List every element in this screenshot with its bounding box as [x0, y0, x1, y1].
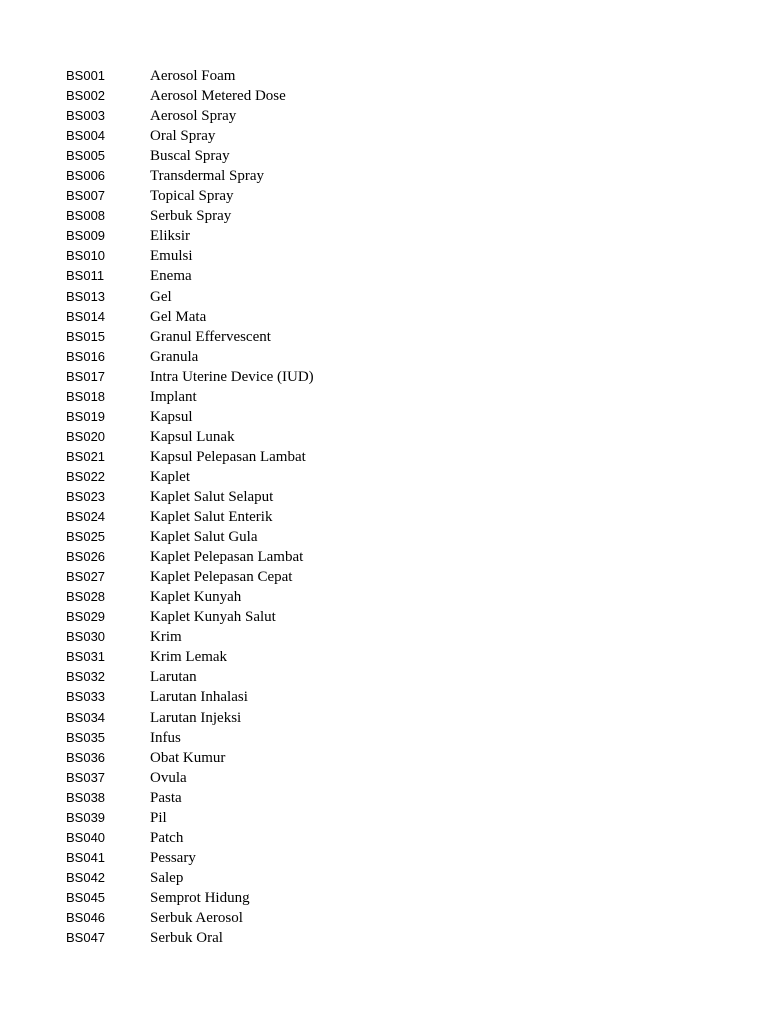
dosage-form-code: BS018: [66, 388, 106, 404]
table-row: [66, 166, 314, 186]
table-row: [66, 487, 314, 507]
table-row: [66, 868, 314, 888]
dosage-form-name: Kaplet Salut Selaput: [150, 489, 274, 505]
dosage-form-code: BS033: [66, 689, 106, 705]
table-row: [66, 708, 314, 728]
table-row: [66, 246, 314, 266]
dosage-form-name: Pessary: [150, 849, 196, 866]
dosage-form-code: BS038: [66, 789, 106, 805]
dosage-form-code: BS024: [66, 509, 106, 525]
table-row: [66, 748, 314, 768]
table-row: [66, 587, 314, 607]
dosage-form-name: Transdermal Spray: [150, 168, 265, 185]
dosage-form-code: BS046: [66, 909, 106, 925]
dosage-form-code: BS021: [66, 448, 106, 464]
dosage-form-name: Ovula: [150, 769, 187, 786]
dosage-form-code: BS036: [66, 749, 106, 765]
dosage-form-name: Gel: [150, 288, 172, 305]
dosage-form-name: Topical Spray: [150, 188, 234, 205]
dosage-form-name: Enema: [150, 268, 192, 285]
table-row: [66, 146, 314, 166]
table-row: [66, 126, 314, 146]
dosage-form-name: Pasta: [150, 789, 182, 806]
dosage-form-name: Emulsi: [150, 248, 193, 265]
table-row: [66, 347, 314, 367]
table-row: [66, 186, 314, 206]
dosage-form-name: Kaplet Salut Enterik: [150, 509, 273, 526]
dosage-form-code: BS032: [66, 669, 106, 685]
dosage-form-name: Kaplet Salut Gula: [150, 529, 258, 546]
dosage-form-code: BS016: [66, 348, 106, 364]
dosage-form-code: BS030: [66, 629, 106, 645]
table-row: [66, 728, 314, 748]
dosage-form-code: BS037: [66, 769, 106, 785]
dosage-form-code: BS005: [66, 148, 106, 164]
dosage-form-code: BS015: [66, 328, 106, 344]
dosage-form-code: BS045: [66, 889, 106, 905]
dosage-form-code: BS031: [66, 649, 106, 665]
dosage-form-name: Krim: [150, 629, 182, 646]
dosage-form-code: BS001: [66, 68, 106, 84]
table-row: [66, 687, 314, 707]
dosage-form-name: Krim Lemak: [150, 649, 228, 666]
table-row: [66, 226, 314, 246]
table-row: [66, 607, 314, 627]
dosage-form-name: Aerosol Foam: [150, 68, 236, 85]
dosage-form-name: Pil: [150, 809, 167, 826]
dosage-form-name: Buscal Spray: [150, 148, 230, 165]
dosage-form-name: Kaplet Kunyah Salut: [150, 609, 276, 626]
table-row: [66, 307, 314, 327]
dosage-form-code: BS041: [66, 849, 106, 865]
dosage-form-name: Kaplet Pelepasan Cepat: [150, 569, 293, 586]
table-row: [66, 106, 314, 126]
table-row: [66, 86, 314, 106]
table-row: [66, 287, 314, 307]
table-row: [66, 387, 314, 407]
dosage-form-code: BS040: [66, 829, 106, 845]
table-row: [66, 507, 314, 527]
dosage-form-name: Semprot Hidung: [150, 889, 250, 906]
dosage-form-name: Kaplet Pelepasan Lambat: [150, 549, 304, 566]
dosage-form-name: Kapsul Lunak: [150, 428, 235, 445]
dosage-form-name: Implant: [150, 388, 197, 405]
dosage-form-name: Infus: [150, 729, 181, 746]
table-row: [66, 788, 314, 808]
dosage-form-code: BS008: [66, 208, 106, 224]
dosage-form-name: Larutan Inhalasi: [150, 689, 248, 706]
dosage-form-code: BS019: [66, 408, 106, 424]
dosage-form-name: Larutan: [150, 669, 197, 686]
dosage-form-name: Granul Effervescent: [150, 328, 271, 345]
dosage-form-code: BS027: [66, 569, 106, 585]
dosage-form-name: Serbuk Spray: [150, 208, 232, 225]
dosage-form-code: BS004: [66, 128, 106, 144]
table-row: [66, 447, 314, 467]
table-row: [66, 367, 314, 387]
dosage-form-name: Intra Uterine Device (IUD): [150, 368, 314, 385]
dosage-form-code: BS003: [66, 108, 106, 124]
dosage-form-name: Gel Mata: [150, 308, 207, 325]
dosage-form-code: BS014: [66, 308, 106, 324]
table-row: [66, 527, 314, 547]
dosage-form-code: BS026: [66, 549, 106, 565]
dosage-form-code: BS013: [66, 288, 106, 304]
dosage-form-name: Eliksir: [150, 228, 190, 245]
dosage-form-code: BS029: [66, 609, 106, 625]
dosage-form-name: Aerosol Metered Dose: [150, 88, 286, 105]
table-row: [66, 407, 314, 427]
table-row: [66, 667, 314, 687]
dosage-form-code: BS020: [66, 428, 106, 444]
dosage-form-name: Kaplet: [150, 468, 190, 485]
dosage-form-code: BS035: [66, 729, 106, 745]
table-row: [66, 206, 314, 226]
table-row: [66, 908, 314, 928]
table-row: [66, 627, 314, 647]
table-row: [66, 427, 314, 447]
dosage-form-code-table: [66, 66, 314, 948]
dosage-form-name: Oral Spray: [150, 128, 216, 145]
table-row: [66, 266, 314, 286]
dosage-form-code: BS009: [66, 228, 106, 244]
dosage-form-code: BS002: [66, 88, 106, 104]
dosage-form-name: Salep: [150, 869, 184, 886]
dosage-form-code: BS028: [66, 589, 106, 605]
dosage-form-name: Patch: [150, 829, 184, 846]
dosage-form-name: Larutan Injeksi: [150, 709, 242, 726]
table-row: [66, 467, 314, 487]
dosage-form-code: BS034: [66, 709, 106, 725]
dosage-form-name: Serbuk Oral: [150, 930, 223, 947]
dosage-form-name: Kapsul: [150, 408, 193, 425]
dosage-form-name: Granula: [150, 348, 199, 365]
dosage-form-code: BS042: [66, 869, 106, 885]
table-row: [66, 647, 314, 667]
table-row: [66, 928, 314, 948]
table-row: [66, 768, 314, 788]
table-row: [66, 828, 314, 848]
table-row: [66, 848, 314, 868]
dosage-form-code: BS047: [66, 930, 106, 946]
dosage-form-code: BS007: [66, 188, 106, 204]
table-row: [66, 567, 314, 587]
table-row: [66, 327, 314, 347]
dosage-form-code: BS017: [66, 368, 106, 384]
table-row: [66, 808, 314, 828]
dosage-form-code: BS011: [66, 268, 105, 284]
dosage-form-code: BS022: [66, 468, 106, 484]
dosage-form-name: Kapsul Pelepasan Lambat: [150, 448, 306, 465]
dosage-form-name: Serbuk Aerosol: [150, 909, 243, 926]
dosage-form-code: BS025: [66, 529, 106, 545]
table-row: [66, 66, 314, 86]
dosage-form-name: Obat Kumur: [150, 749, 226, 766]
dosage-form-name: Kaplet Kunyah: [150, 589, 242, 606]
dosage-form-code: BS039: [66, 809, 106, 825]
table-body: [66, 66, 314, 948]
dosage-form-code: BS010: [66, 248, 106, 264]
dosage-form-code: BS023: [66, 489, 106, 504]
table-row: [66, 547, 314, 567]
table-row: [66, 888, 314, 908]
dosage-form-code: BS006: [66, 168, 106, 184]
dosage-form-name: Aerosol Spray: [150, 108, 237, 125]
